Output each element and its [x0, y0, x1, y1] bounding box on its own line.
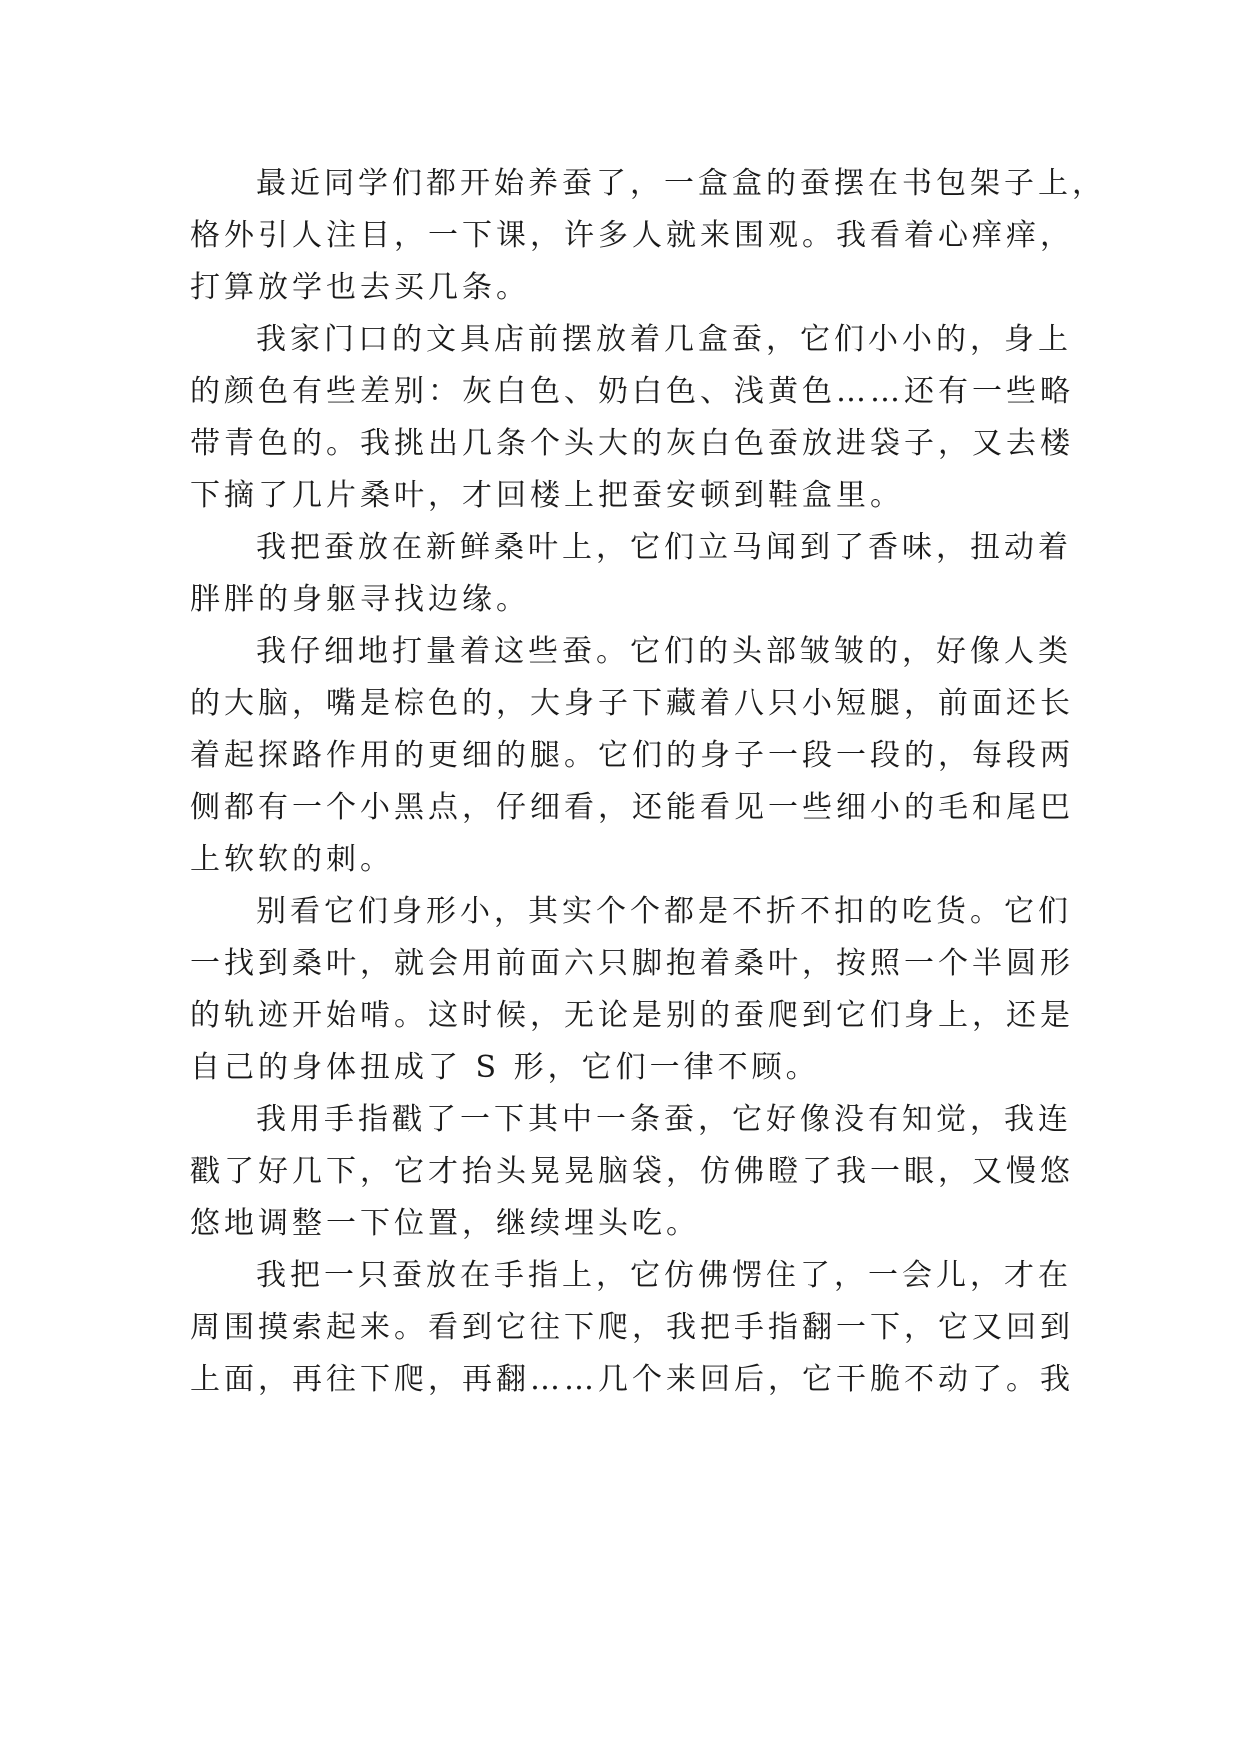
paragraph [190, 626, 1080, 886]
text-line: 的大脑，嘴是棕色的，大身子下藏着八只小短腿，前面还长 [190, 686, 1074, 721]
text-line: 周围摸索起来。看到它往下爬，我把手指翻一下，它又回到 [190, 1310, 1074, 1345]
text-line: 悠地调整一下位置，继续埋头吃。 [190, 1206, 700, 1241]
text-line: 最近同学们都开始养蚕了，一盒盒的蚕摆在书包架子上， [256, 166, 1106, 201]
text-line: 下摘了几片桑叶，才回楼上把蚕安顿到鞋盒里。 [190, 478, 904, 513]
text-line: 打算放学也去买几条。 [190, 270, 530, 305]
text-line: 上软软的刺。 [190, 842, 394, 877]
text-line: 格外引人注目，一下课，许多人就来围观。我看着心痒痒， [190, 218, 1074, 253]
text-line: 我仔细地打量着这些蚕。它们的头部皱皱的，好像人类 [256, 634, 1072, 669]
text-line: 侧都有一个小黑点，仔细看，还能看见一些细小的毛和尾巴 [190, 790, 1074, 825]
text-line: 的轨迹开始啃。这时候，无论是别的蚕爬到它们身上，还是 [190, 998, 1074, 1033]
text-line: 胖胖的身躯寻找边缘。 [190, 582, 530, 617]
paragraph [190, 1250, 1080, 1406]
text-line: 别看它们身形小，其实个个都是不折不扣的吃货。它们 [256, 894, 1072, 929]
text-line: 戳了好几下，它才抬头晃晃脑袋，仿佛瞪了我一眼，又慢悠 [190, 1154, 1074, 1189]
text-line: 带青色的。我挑出几条个头大的灰白色蚕放进袋子，又去楼 [190, 426, 1074, 461]
text-line: 我用手指戳了一下其中一条蚕，它好像没有知觉，我连 [256, 1102, 1072, 1137]
text-line: 自己的身体扭成了 S 形，它们一律不顾。 [190, 1050, 820, 1085]
text-line: 着起探路作用的更细的腿。它们的身子一段一段的，每段两 [190, 738, 1074, 773]
text-line: 我把一只蚕放在手指上，它仿佛愣住了，一会儿，才在 [256, 1258, 1072, 1293]
paragraph [190, 886, 1080, 1094]
text-line: 上面，再往下爬，再翻……几个来回后，它干脆不动了。我 [190, 1362, 1074, 1397]
text-line: 我把蚕放在新鲜桑叶上，它们立马闻到了香味，扭动着 [256, 530, 1072, 565]
paragraph [190, 158, 1106, 314]
paragraph [190, 522, 1080, 626]
text-line: 一找到桑叶，就会用前面六只脚抱着桑叶，按照一个半圆形 [190, 946, 1074, 981]
essay-body [190, 158, 1106, 1406]
paragraph [190, 1094, 1080, 1250]
paragraph [190, 314, 1080, 522]
text-line: 的颜色有些差别：灰白色、奶白色、浅黄色……还有一些略 [190, 374, 1074, 409]
text-line: 我家门口的文具店前摆放着几盒蚕，它们小小的，身上 [256, 322, 1072, 357]
